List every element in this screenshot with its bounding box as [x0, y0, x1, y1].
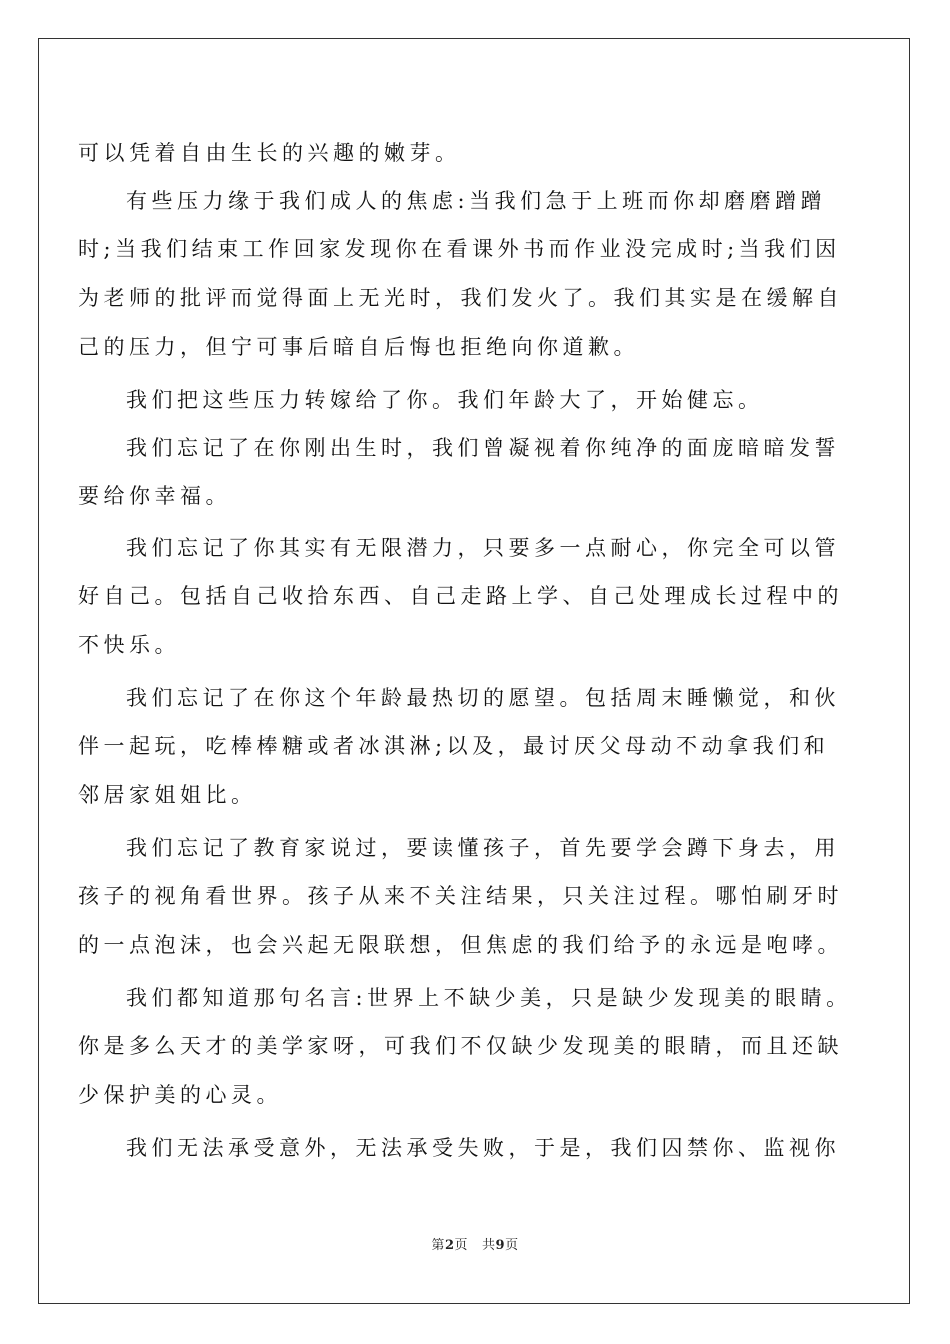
- text-line: 好自己。包括自己收拾东西、自己走路上学、自己处理成长过程中的: [78, 584, 843, 608]
- total-pages: 9: [495, 1238, 506, 1253]
- paragraph-start-line: 我们无法承受意外，无法承受失败，于是，我们囚禁你、监视你: [126, 1136, 840, 1160]
- page-footer: [0, 1234, 950, 1253]
- total-prefix: 共: [482, 1238, 496, 1253]
- total-suffix: 页: [505, 1238, 519, 1253]
- paragraph-start-line: 有些压力缘于我们成人的焦虑:当我们急于上班而你却磨磨蹭蹭: [126, 189, 827, 213]
- page-number: 2: [444, 1238, 455, 1253]
- text-line: 己的压力，但宁可事后暗自后悔也拒绝向你道歉。: [78, 335, 639, 359]
- page-prefix: 第: [431, 1238, 445, 1253]
- paragraph-start-line: 我们忘记了你其实有无限潜力，只要多一点耐心，你完全可以管: [126, 536, 840, 560]
- text-line: 可以凭着自由生长的兴趣的嫩芽。: [78, 141, 461, 165]
- page-suffix: 页: [454, 1238, 468, 1253]
- page-border: [38, 38, 910, 1304]
- paragraph-start-line: 我们把这些压力转嫁给了你。我们年龄大了，开始健忘。: [126, 388, 764, 412]
- text-line: 时;当我们结束工作回家发现你在看课外书而作业没完成时;当我们因: [78, 237, 841, 261]
- text-line: 为老师的批评而觉得面上无光时，我们发火了。我们其实是在缓解自: [78, 286, 843, 310]
- paragraph-start-line: 我们忘记了教育家说过，要读懂孩子，首先要学会蹲下身去，用: [126, 836, 840, 860]
- text-line: 的一点泡沫，也会兴起无限联想，但焦虑的我们给予的永远是咆哮。: [78, 933, 843, 957]
- text-line: 邻居家姐姐比。: [78, 783, 257, 807]
- text-line: 不快乐。: [78, 633, 180, 657]
- paragraph-start-line: 我们忘记了在你刚出生时，我们曾凝视着你纯净的面庞暗暗发誓: [126, 436, 840, 460]
- text-line: 孩子的视角看世界。孩子从来不关注结果，只关注过程。哪怕刷牙时: [78, 884, 843, 908]
- text-line: 你是多么天才的美学家呀，可我们不仅缺少发现美的眼睛，而且还缺: [78, 1034, 843, 1058]
- paragraph-start-line: 我们都知道那句名言:世界上不缺少美，只是缺少发现美的眼睛。: [126, 986, 852, 1010]
- text-line: 要给你幸福。: [78, 484, 231, 508]
- text-line: 伴一起玩，吃棒棒糖或者冰淇淋;以及，最讨厌父母动不动拿我们和: [78, 734, 830, 758]
- text-line: 少保护美的心灵。: [78, 1083, 282, 1107]
- paragraph-start-line: 我们忘记了在你这个年龄最热切的愿望。包括周末睡懒觉，和伙: [126, 686, 840, 710]
